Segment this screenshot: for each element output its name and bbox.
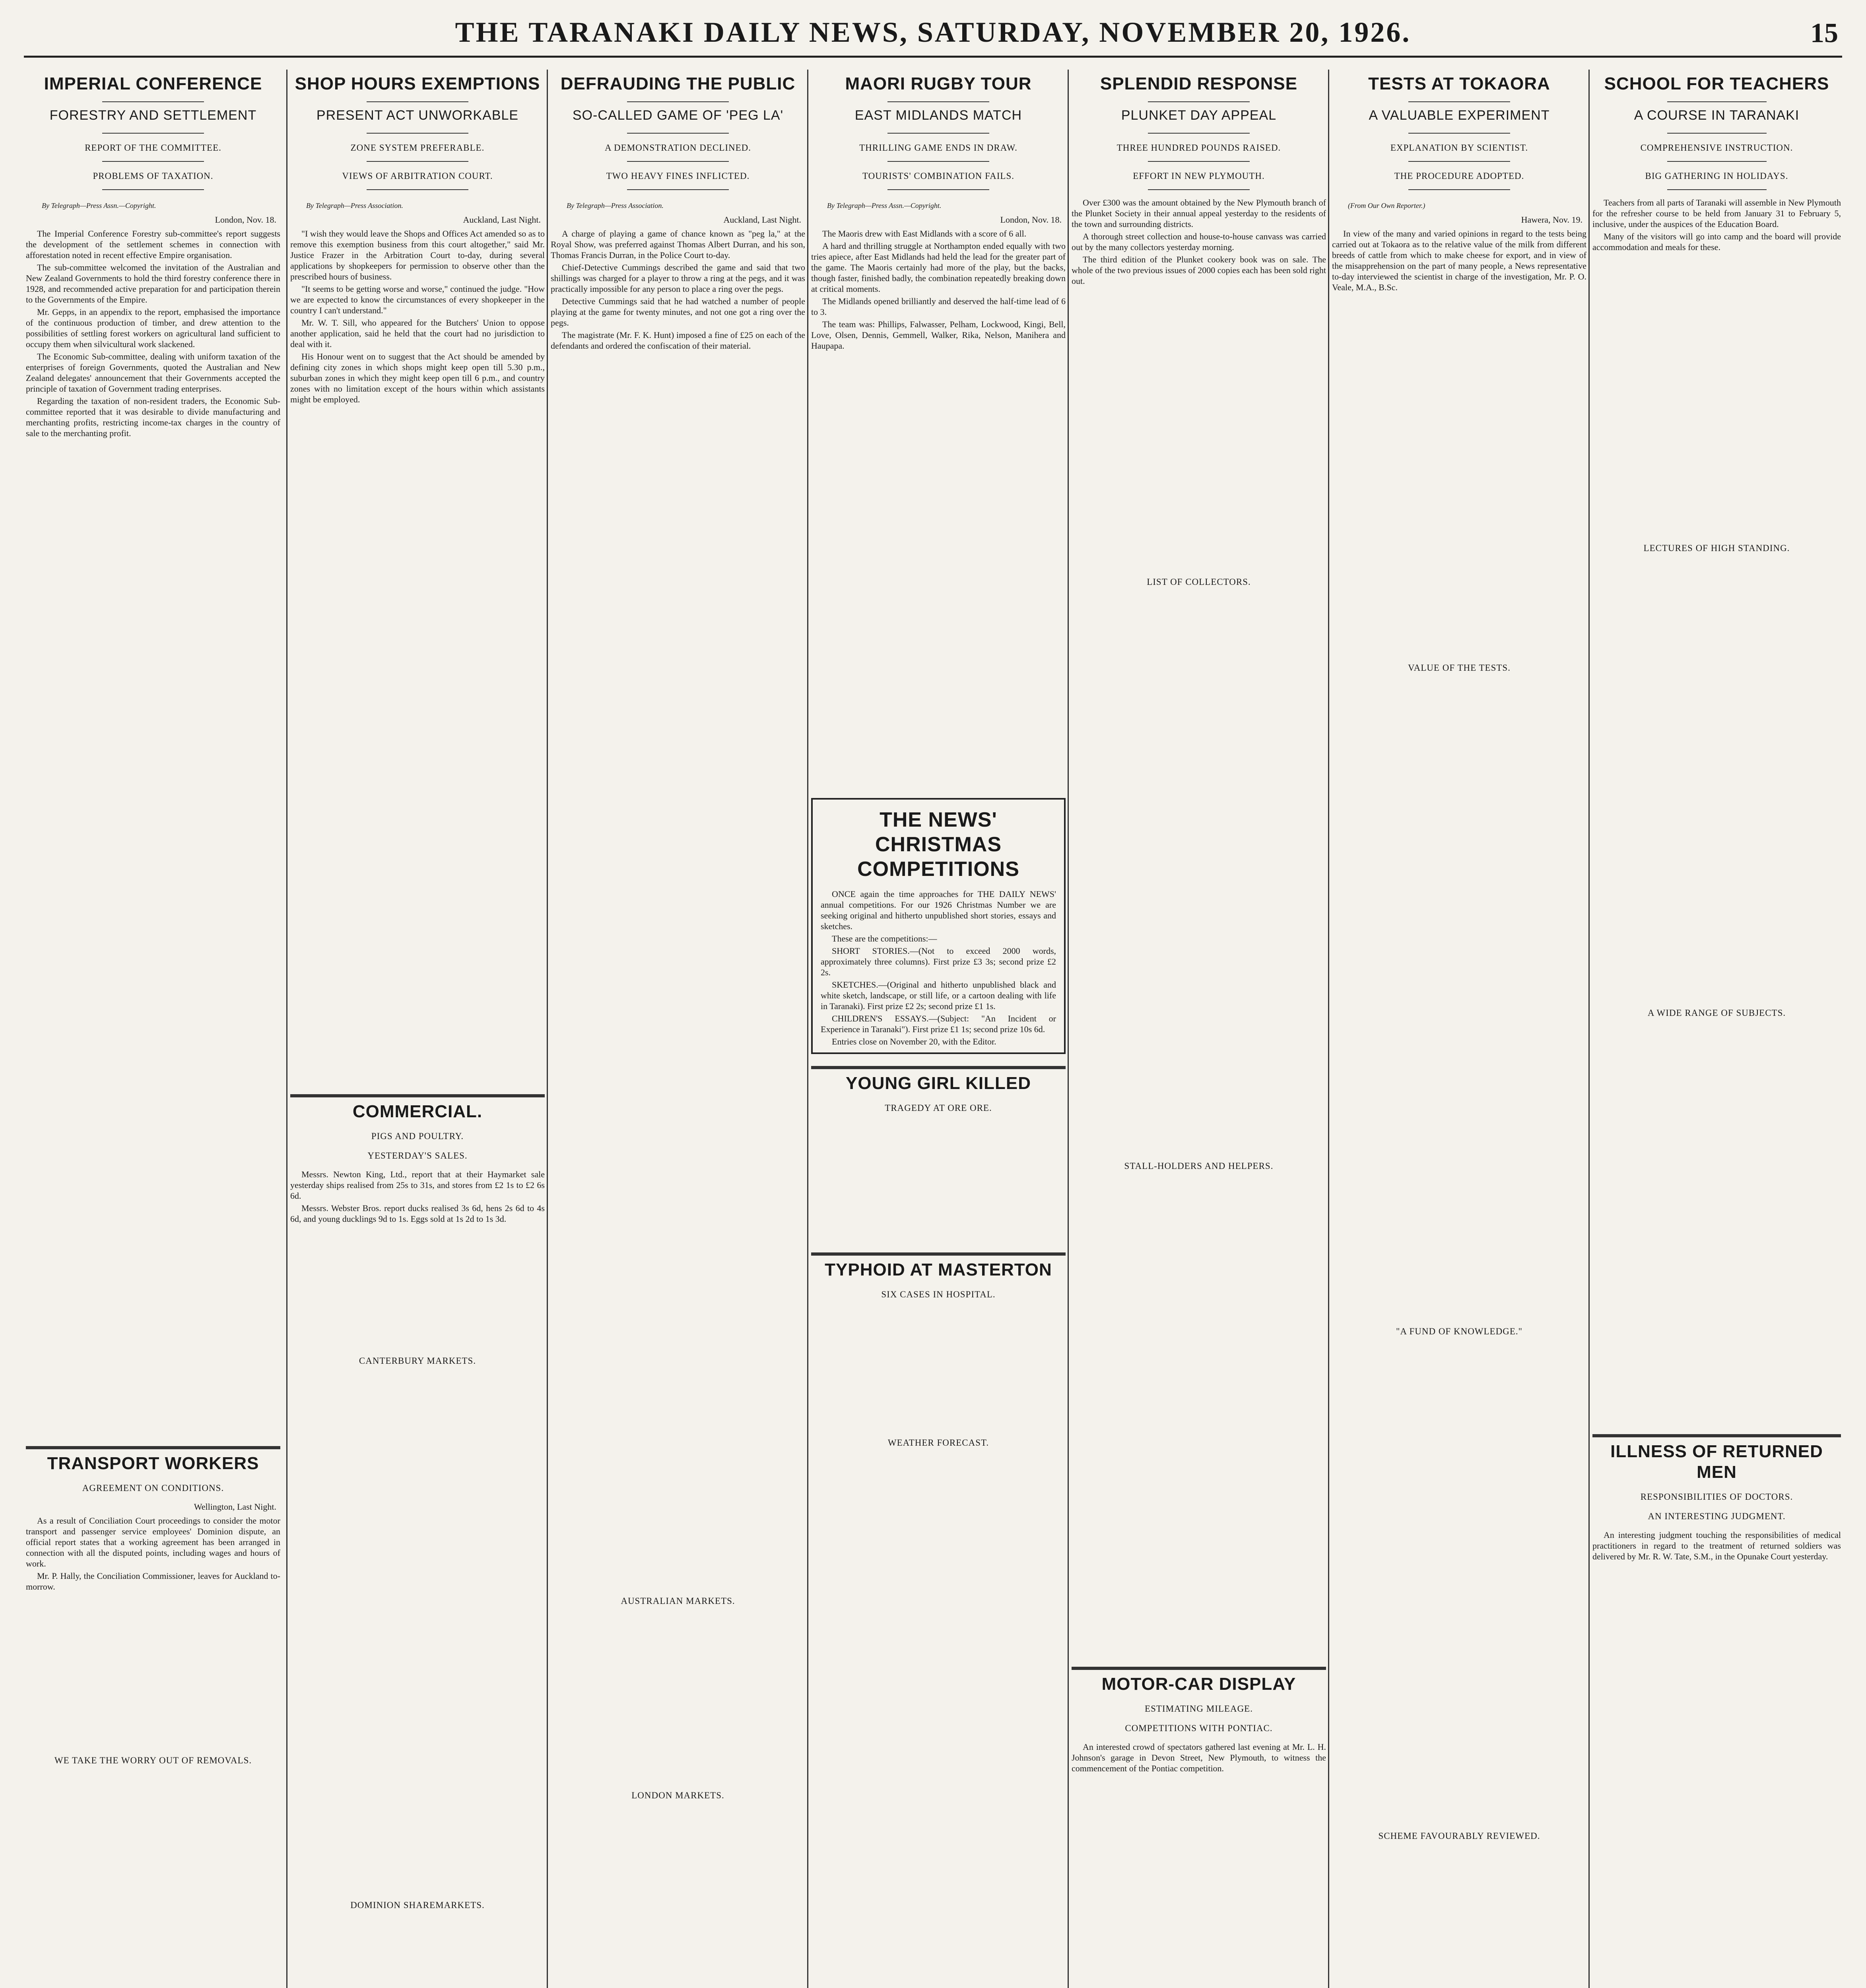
divider (887, 161, 989, 162)
divider (1408, 189, 1510, 190)
headline: SPLENDID RESPONSE (1100, 74, 1298, 93)
paragraph: Regarding the taxation of non-resident traders, the Economic Sub-committee reported that it was desirable to divide manufacturing and merchanting profits, restricting income-tax charges in the country of sale to the merchanting profit. (26, 396, 280, 438)
column-rule (547, 70, 548, 1988)
subheadline: EAST MIDLANDS MATCH (854, 108, 1022, 123)
deck: THRILLING GAME ENDS IN DRAW. (859, 143, 1017, 153)
paragraph: Messrs. Webster Bros. report ducks realised 3s 6d, hens 2s 6d to 4s 6d, and young ducklings 9d to 1s. Eggs sold at 1s 2d to 1s 3d. (290, 1203, 545, 1224)
divider (627, 133, 729, 134)
paragraph: The Economic Sub-committee, dealing with uniform taxation of the enterprises of foreign Governments, quoted the Australian and New Zealand delegates' announcement that their Governments accepted the principle of taxation of Government trading enterprises. (26, 351, 280, 394)
dateline: Auckland, Last Night. (723, 215, 801, 225)
headline: MAORI RUGBY TOUR (845, 74, 1032, 93)
paragraph: In view of the many and varied opinions in regard to the tests being carried out at Tokaora as to the relative value of the milk from different breeds of cattle from which to make cheese for export, and in view of the misapprehension on the part of many people, a News representative to-day interviewed the scientist in charge of the investigation, Mr. P. O. Veale, M.A., B.Sc. (1332, 229, 1586, 292)
section-heading: LIST OF COLLECTORS. (1147, 577, 1251, 587)
divider (1408, 133, 1510, 134)
dateline: London, Nov. 18. (215, 215, 276, 225)
subheadline: A COURSE IN TARANAKI (1634, 108, 1800, 123)
divider (627, 101, 729, 102)
deck: PIGS AND POULTRY. (371, 1131, 464, 1141)
competitions-box (811, 798, 1066, 1054)
paragraph: The sub-committee welcomed the invitation of the Australian and New Zealand Governments to hold the third forestry conference there in 1928, and recommended active preparation for and participation therein to the Governments of the Empire. (26, 262, 280, 305)
paragraph: SKETCHES.—(Original and hitherto unpublished black and white sketch, landscape, or still life, or a cartoon dealing with life in Taranaki). First prize £2 2s; second prize £1 1s. (821, 980, 1056, 1011)
deck: COMPREHENSIVE INSTRUCTION. (1640, 143, 1793, 153)
column-1 (26, 70, 280, 1988)
paragraph: A hard and thrilling struggle at Northampton ended equally with two tries apiece, after East Midlands had held the lead for the greater part of the game. The Maoris certainly had more of the play, but the backs, though faster, finished badly, the combination repeatedly breaking down at critical moments. (811, 241, 1066, 294)
deck: EXPLANATION BY SCIENTIST. (1390, 143, 1528, 153)
deck: TOURISTS' COMBINATION FAILS. (862, 171, 1015, 181)
divider (627, 189, 729, 190)
column-rule (1588, 70, 1590, 1988)
paragraph: "It seems to be getting worse and worse," continued the judge. "How we are expected to know the circumstances of every shopkeeper in the country I can't understand." (290, 284, 545, 315)
deck: AN INTERESTING JUDGMENT. (1648, 1511, 1786, 1521)
paragraph: Chief-Detective Cummings described the game and said that two shillings was charged for a player to throw a ring at the pegs, and it was practically impossible for any person to place a ring over the pegs. (551, 262, 805, 294)
column-rule (286, 70, 287, 1988)
paragraph: Entries close on November 20, with the Editor. (832, 1037, 996, 1046)
paragraph: Many of the visitors will go into camp and the board will provide accommodation and meals for these. (1592, 231, 1841, 252)
paragraph: Mr. W. T. Sill, who appeared for the Butchers' Union to oppose another application, said he held that the court had no jurisdiction to deal with it. (290, 318, 545, 349)
divider (367, 189, 468, 190)
byline: By Telegraph—Press Association. (567, 202, 664, 210)
deck: PROBLEMS OF TAXATION. (93, 171, 214, 181)
paragraph: His Honour went on to suggest that the Act should be amended by defining city zones in which shops might keep open till 5.30 p.m., suburban zones in which they might keep open till 6 p.m., and country zones with no limitation except of the hours within which assistants might be employed. (290, 351, 545, 404)
deck: THE PROCEDURE ADOPTED. (1394, 171, 1524, 181)
dateline: Hawera, Nov. 19. (1521, 215, 1583, 225)
section-heading: LECTURES OF HIGH STANDING. (1643, 543, 1790, 553)
section-heading: AUSTRALIAN MARKETS. (621, 1596, 735, 1606)
byline: (From Our Own Reporter.) (1348, 202, 1425, 210)
deck: REPORT OF THE COMMITTEE. (85, 143, 221, 153)
paragraph: The Imperial Conference Forestry sub-committee's report suggests the development of the settlement schemes in connection with afforestation noted in recent effective Empire organisation. (26, 229, 280, 260)
headline: TYPHOID AT MASTERTON (825, 1260, 1052, 1279)
paragraph: Mr. P. Hally, the Conciliation Commissioner, leaves for Auckland to-morrow. (26, 1571, 280, 1592)
advertisement-heading: WE TAKE THE WORRY OUT OF REMOVALS. (54, 1755, 252, 1765)
deck: RESPONSIBILITIES OF DOCTORS. (1640, 1492, 1793, 1502)
section-bar (811, 1066, 1066, 1069)
page-number: 15 (1810, 18, 1838, 49)
divider (887, 189, 989, 190)
section-heading: A WIDE RANGE OF SUBJECTS. (1647, 1008, 1786, 1018)
paragraph: Over £300 was the amount obtained by the New Plymouth branch of the Plunket Society in their annual appeal yesterday to the residents of the town and surrounding districts. (1072, 198, 1326, 229)
column-4 (811, 70, 1066, 1988)
divider (102, 189, 204, 190)
divider (1148, 133, 1250, 134)
paragraph: The Maoris drew with East Midlands with a score of 6 all. (822, 229, 1027, 239)
section-heading: LONDON MARKETS. (631, 1790, 724, 1800)
divider (1667, 189, 1767, 190)
byline: By Telegraph—Press Assn.—Copyright. (42, 202, 156, 210)
divider (1667, 161, 1767, 162)
deck: BIG GATHERING IN HOLIDAYS. (1645, 171, 1788, 181)
divider (1148, 189, 1250, 190)
paragraph: The Midlands opened brilliantly and deserved the half-time lead of 6 to 3. (811, 296, 1066, 317)
divider (1667, 133, 1767, 134)
headline: COMMERCIAL. (352, 1102, 483, 1121)
headline: TRANSPORT WORKERS (47, 1454, 259, 1473)
divider (1148, 101, 1250, 102)
subheadline: FORESTRY AND SETTLEMENT (49, 108, 257, 123)
byline: By Telegraph—Press Assn.—Copyright. (827, 202, 942, 210)
divider (887, 133, 989, 134)
dateline: Auckland, Last Night. (463, 215, 541, 225)
paragraph: A charge of playing a game of chance known as "peg la," at the Royal Show, was preferred against Thomas Albert Durran, and his son, Thomas Francis Durran, in the Police Court to-day. (551, 229, 805, 260)
masthead-rule (24, 56, 1842, 58)
deck: ESTIMATING MILEAGE. (1145, 1704, 1253, 1714)
deck: VIEWS OF ARBITRATION COURT. (342, 171, 493, 181)
divider (1148, 161, 1250, 162)
box-headline: THE NEWS' CHRISTMAS COMPETITIONS (857, 808, 1019, 881)
dateline: Wellington, Last Night. (194, 1502, 276, 1512)
paragraph: A thorough street collection and house-to-house canvass was carried out by the many collectors yesterday morning. (1072, 231, 1326, 252)
headline: ILLNESS OF RETURNED MEN (1610, 1442, 1823, 1482)
deck: THREE HUNDRED POUNDS RAISED. (1116, 143, 1281, 153)
paragraph: "I wish they would leave the Shops and Offices Act amended so as to remove this exemption business from this court altogether," said Mr. Justice Frazer in the Arbitration Court to-day, during several applications by shopkeepers for permission to observe other than the prescribed hours of business. (290, 229, 545, 282)
headline: SCHOOL FOR TEACHERS (1604, 74, 1829, 93)
column-rule (1328, 70, 1329, 1988)
deck: YESTERDAY'S SALES. (367, 1151, 468, 1161)
paragraph: An interesting judgment touching the responsibilities of medical practitioners in regard to the treatment of returned soldiers was delivered by Mr. R. W. Tate, S.M., in the Opunake Court yesterday. (1592, 1530, 1841, 1561)
section-bar (1072, 1667, 1326, 1670)
divider (887, 101, 989, 102)
deck: TRAGEDY AT ORE ORE. (885, 1103, 992, 1113)
divider (627, 161, 729, 162)
divider (1667, 101, 1767, 102)
paragraph: Mr. Gepps, in an appendix to the report, emphasised the importance of the continuous production of timber, and drew attention to the possibilities of settling forest workers on agricultural land sufficient to occupy them when silvicultural work slackened. (26, 307, 280, 349)
dateline: London, Nov. 18. (1000, 215, 1062, 225)
deck: AGREEMENT ON CONDITIONS. (82, 1483, 224, 1493)
deck: A DEMONSTRATION DECLINED. (604, 143, 751, 153)
deck: COMPETITIONS WITH PONTIAC. (1125, 1723, 1273, 1733)
column-7 (1592, 70, 1841, 1988)
section-heading: DOMINION SHAREMARKETS. (350, 1900, 485, 1910)
paragraph: As a result of Conciliation Court proceedings to consider the motor transport and passenger service employees' Dominion dispute, an official report states that a working agreement has been arranged in connection with all the disputed points, including wages and hours of work. (26, 1516, 280, 1569)
paragraph: Teachers from all parts of Taranaki will assemble in New Plymouth for the refresher course to be held from January 31 to February 5, inclusive, under the auspices of the Education Board. (1592, 198, 1841, 229)
paragraph: An interested crowd of spectators gathered last evening at Mr. L. H. Johnson's garage in Devon Street, New Plymouth, to witness the commencement of the Pontiac competition. (1072, 1742, 1326, 1773)
paragraph: These are the competitions:— (832, 934, 937, 944)
column-5 (1072, 70, 1326, 1988)
section-heading: VALUE OF THE TESTS. (1408, 663, 1511, 673)
section-bar (811, 1252, 1066, 1256)
paragraph: Messrs. Newton King, Ltd., report that at their Haymarket sale yesterday ships realised from 25s to 31s, and stores from £2 1s to £2 6s 6d. (290, 1169, 545, 1201)
section-bar (290, 1094, 545, 1097)
newspaper-title: THE TARANAKI DAILY NEWS, SATURDAY, NOVEMBER 20, 1926. (455, 16, 1411, 48)
headline: MOTOR-CAR DISPLAY (1101, 1674, 1296, 1694)
headline: SHOP HOURS EXEMPTIONS (295, 74, 540, 93)
column-rule (1068, 70, 1069, 1988)
divider (367, 133, 468, 134)
deck: TWO HEAVY FINES INFLICTED. (606, 171, 750, 181)
section-heading: "A FUND OF KNOWLEDGE." (1396, 1326, 1523, 1336)
deck: EFFORT IN NEW PLYMOUTH. (1133, 171, 1265, 181)
section-heading: WEATHER FORECAST. (887, 1438, 989, 1448)
paragraph: ONCE again the time approaches for THE DAILY NEWS' annual competitions. For our 1926 Christmas Number we are seeking original and hitherto unpublished short stories, essays and sketches. (821, 889, 1056, 931)
column-6 (1332, 70, 1586, 1988)
divider (102, 161, 204, 162)
headline: IMPERIAL CONFERENCE (44, 74, 262, 93)
column-rule (807, 70, 808, 1988)
paragraph: The team was: Phillips, Falwasser, Pelham, Lockwood, Kingi, Bell, Love, Olsen, Dennis, Gemmell, Walker, Rika, Nelson, Manihera and Haupapa. (811, 319, 1066, 351)
divider (1408, 161, 1510, 162)
divider (102, 133, 204, 134)
headline: DEFRAUDING THE PUBLIC (560, 74, 796, 93)
column-2 (290, 70, 545, 1988)
headline: TESTS AT TOKAORA (1368, 74, 1550, 93)
divider (102, 101, 204, 102)
divider (1408, 101, 1510, 102)
paragraph: Detective Cummings said that he had watched a number of people playing at the game for twenty minutes, and not one got a ring over the pegs. (551, 296, 805, 328)
paragraph: The third edition of the Plunket cookery book was on sale. The whole of the two previous issues of 2000 copies each has been sold right out. (1072, 254, 1326, 286)
subheadline: PRESENT ACT UNWORKABLE (316, 108, 519, 123)
paragraph: The magistrate (Mr. F. K. Hunt) imposed a fine of £25 on each of the defendants and ordered the confiscation of their material. (551, 330, 805, 351)
section-heading: CANTERBURY MARKETS. (359, 1356, 476, 1366)
paragraph: CHILDREN'S ESSAYS.—(Subject: "An Incident or Experience in Taranaki"). First prize £1 1s; second prize 10s 6d. (821, 1013, 1056, 1034)
section-bar (1592, 1434, 1841, 1437)
subheadline: PLUNKET DAY APPEAL (1121, 108, 1277, 123)
deck: ZONE SYSTEM PREFERABLE. (350, 143, 485, 153)
section-bar (26, 1446, 280, 1449)
subheadline: SO-CALLED GAME OF 'PEG LA' (572, 108, 784, 123)
subheadline: A VALUABLE EXPERIMENT (1369, 108, 1550, 123)
byline: By Telegraph—Press Association. (306, 202, 403, 210)
divider (367, 101, 468, 102)
section-heading: SCHEME FAVOURABLY REVIEWED. (1378, 1831, 1540, 1841)
deck: SIX CASES IN HOSPITAL. (881, 1289, 996, 1299)
divider (367, 161, 468, 162)
masthead (24, 16, 1842, 52)
headline: YOUNG GIRL KILLED (846, 1074, 1031, 1093)
paragraph: SHORT STORIES.—(Not to exceed 2000 words, approximately three columns). First prize £3 3s; second prize £2 2s. (821, 946, 1056, 977)
column-3 (551, 70, 805, 1988)
section-heading: STALL-HOLDERS AND HELPERS. (1124, 1161, 1274, 1171)
